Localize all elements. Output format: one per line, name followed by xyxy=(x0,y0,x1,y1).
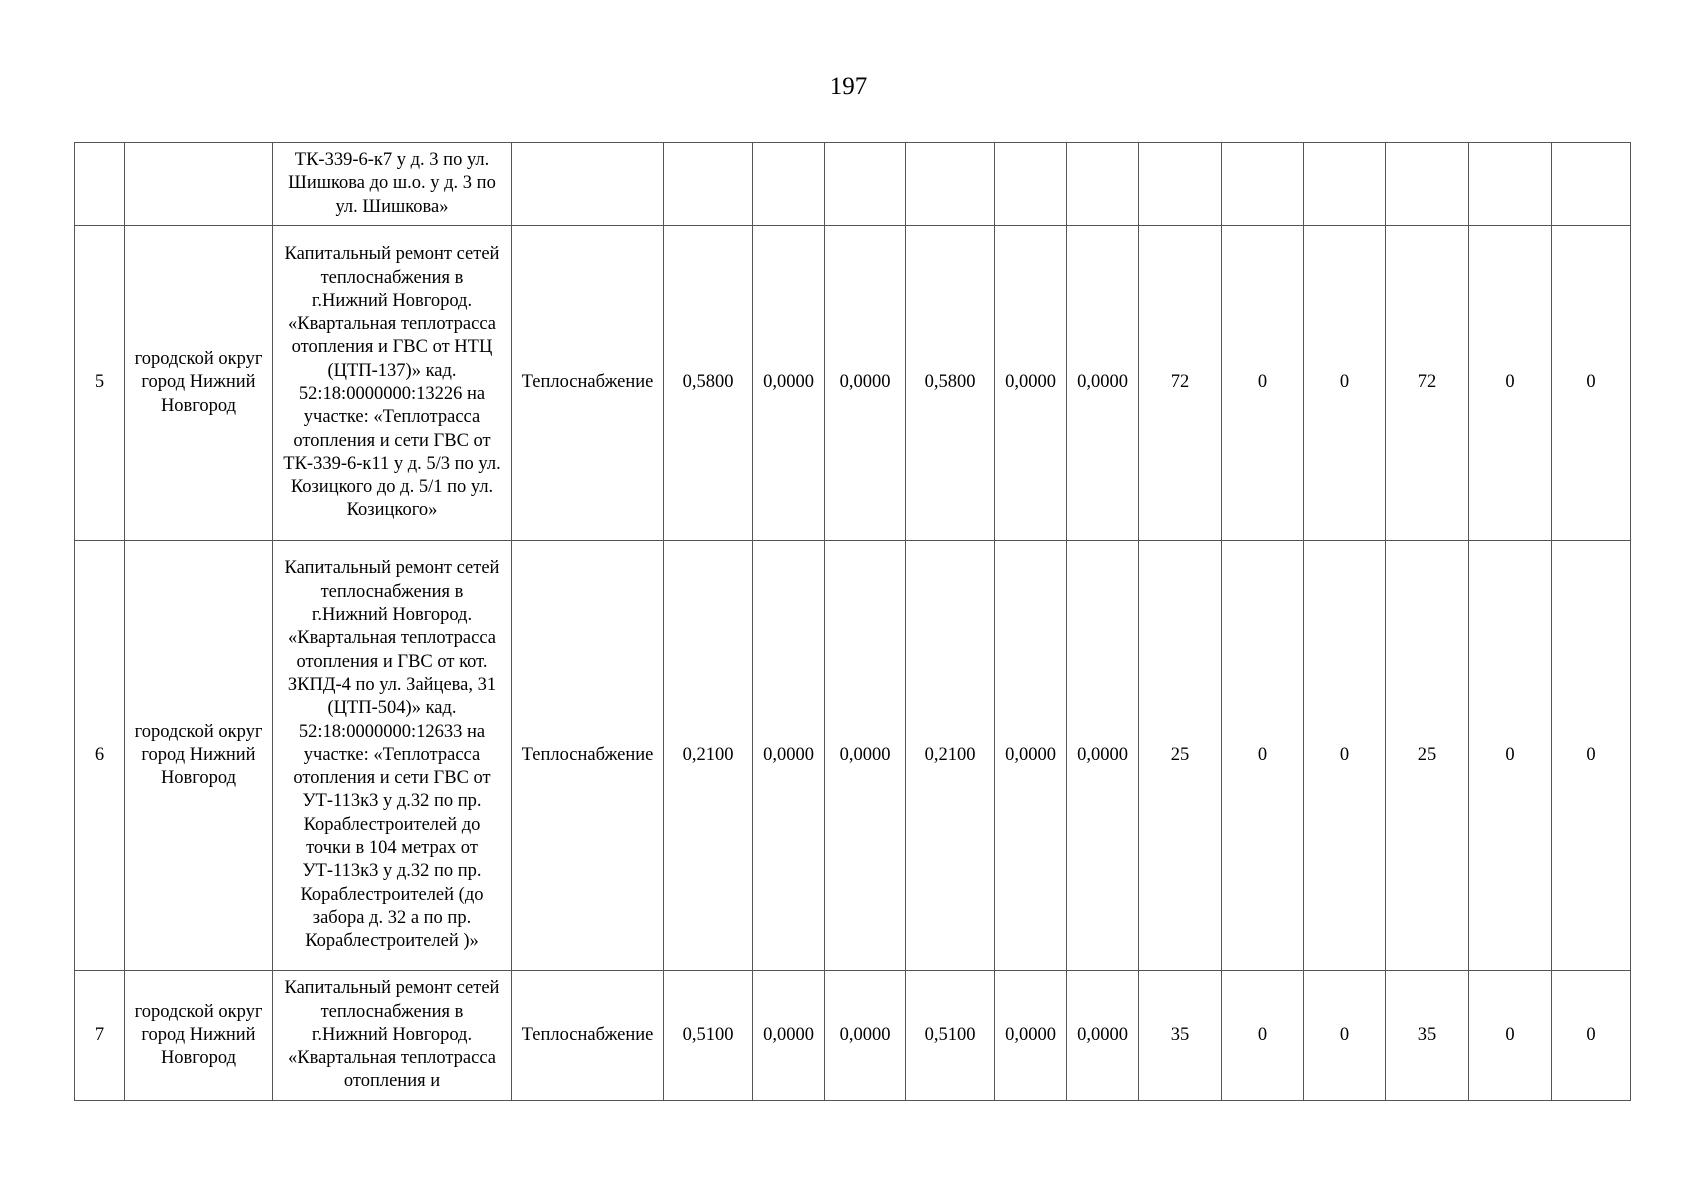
table-row xyxy=(75,143,1631,226)
cell-value: 0,0000 xyxy=(1067,541,1139,971)
cell-value: 0,0000 xyxy=(753,971,825,1101)
cell-number: 5 xyxy=(75,226,125,541)
cell-value: 0 xyxy=(1304,971,1386,1101)
cell-value: 0 xyxy=(1469,226,1552,541)
cell-value: 0,0000 xyxy=(995,971,1067,1101)
cell-sector: Теплоснабжение xyxy=(512,226,664,541)
cell-value: 25 xyxy=(1139,541,1222,971)
cell-value xyxy=(995,143,1067,226)
cell-description: Капитальный ремонт сетей теплоснабжения в г.Нижний Новгород. «Квартальная теплотрасса отопления и ГВС от НТЦ (ЦТП-137)» кад. 52:18:0000000:13226 на участке: «Теплотрасса отопления и сети ГВС от ТК-339-6-к11 у д. 5/3 по ул. Козицкого до д. 5/1 по ул. Козицкого» xyxy=(273,226,512,541)
cell-value: 0 xyxy=(1222,226,1304,541)
cell-value: 0,0000 xyxy=(753,541,825,971)
cell-value: 35 xyxy=(1386,971,1469,1101)
cell-value: 0,5100 xyxy=(664,971,753,1101)
cell-value: 72 xyxy=(1386,226,1469,541)
cell-value: 0 xyxy=(1552,226,1631,541)
cell-municipality: городской округ город Нижний Новгород xyxy=(125,226,273,541)
cell-description: Капитальный ремонт сетей теплоснабжения в г.Нижний Новгород. «Квартальная теплотрасса отопления и xyxy=(273,971,512,1101)
cell-value: 0,0000 xyxy=(753,226,825,541)
cell-value: 0,2100 xyxy=(664,541,753,971)
cell-value: 0 xyxy=(1222,971,1304,1101)
cell-description: ТК-339-6-к7 у д. 3 по ул. Шишкова до ш.о. у д. 3 по ул. Шишкова» xyxy=(273,143,512,226)
cell-value: 0,5100 xyxy=(906,971,995,1101)
cell-value xyxy=(825,143,906,226)
cell-value: 0 xyxy=(1222,541,1304,971)
cell-number xyxy=(75,143,125,226)
cell-value xyxy=(1139,143,1222,226)
cell-value: 25 xyxy=(1386,541,1469,971)
cell-value xyxy=(1552,143,1631,226)
cell-description: Капитальный ремонт сетей теплоснабжения в г.Нижний Новгород. «Квартальная теплотрасса отопления и ГВС от кот. ЗКПД-4 по ул. Зайцева, 31 (ЦТП-504)» кад. 52:18:0000000:12633 на участке: «Теплотрасса отопления и сети ГВС от УТ-113к3 у д.32 по пр. Кораблестроителей до точки в 104 метрах от УТ-113к3 у д.32 по пр. Кораблестроителей (до забора д. 32 а по пр. Кораблестроителей )» xyxy=(273,541,512,971)
cell-value: 0 xyxy=(1304,226,1386,541)
table-row xyxy=(75,971,1631,1101)
cell-value: 35 xyxy=(1139,971,1222,1101)
cell-value: 0,0000 xyxy=(825,541,906,971)
cell-municipality: городской округ город Нижний Новгород xyxy=(125,971,273,1101)
cell-sector: Теплоснабжение xyxy=(512,541,664,971)
cell-value: 0,0000 xyxy=(825,226,906,541)
data-table xyxy=(74,142,1631,1101)
cell-value: 0 xyxy=(1304,541,1386,971)
cell-value xyxy=(906,143,995,226)
cell-value: 0,0000 xyxy=(995,541,1067,971)
cell-value: 0,0000 xyxy=(1067,971,1139,1101)
cell-value: 0 xyxy=(1469,971,1552,1101)
cell-value: 72 xyxy=(1139,226,1222,541)
cell-value: 0,0000 xyxy=(995,226,1067,541)
page-number: 197 xyxy=(829,73,868,100)
cell-sector: Теплоснабжение xyxy=(512,971,664,1101)
cell-value xyxy=(1067,143,1139,226)
cell-value: 0,0000 xyxy=(825,971,906,1101)
cell-municipality xyxy=(125,143,273,226)
cell-number: 7 xyxy=(75,971,125,1101)
cell-value xyxy=(1469,143,1552,226)
cell-value: 0 xyxy=(1552,971,1631,1101)
cell-number: 6 xyxy=(75,541,125,971)
cell-value xyxy=(1222,143,1304,226)
cell-value: 0 xyxy=(1469,541,1552,971)
cell-value xyxy=(1304,143,1386,226)
cell-value xyxy=(1386,143,1469,226)
cell-value: 0,5800 xyxy=(664,226,753,541)
cell-sector xyxy=(512,143,664,226)
cell-value xyxy=(753,143,825,226)
cell-value: 0,5800 xyxy=(906,226,995,541)
cell-value: 0,0000 xyxy=(1067,226,1139,541)
cell-value: 0,2100 xyxy=(906,541,995,971)
cell-value xyxy=(664,143,753,226)
cell-municipality: городской округ город Нижний Новгород xyxy=(125,541,273,971)
cell-value: 0 xyxy=(1552,541,1631,971)
table-row xyxy=(75,541,1631,971)
table-row xyxy=(75,226,1631,541)
